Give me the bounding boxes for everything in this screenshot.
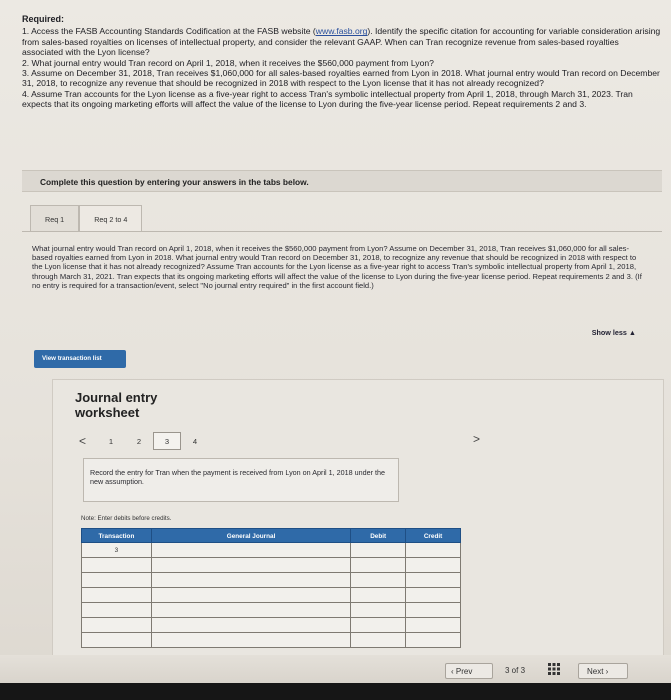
transaction-cell bbox=[82, 603, 152, 618]
credit-field[interactable] bbox=[406, 603, 461, 618]
next-button[interactable] bbox=[578, 663, 628, 679]
account-field[interactable] bbox=[151, 588, 350, 603]
pager-page-3[interactable]: 3 bbox=[153, 432, 181, 450]
header-transaction: Transaction bbox=[82, 529, 152, 543]
view-transaction-list-button[interactable]: View transaction list bbox=[34, 350, 126, 368]
debit-field[interactable] bbox=[351, 573, 406, 588]
transaction-cell bbox=[82, 573, 152, 588]
credit-field[interactable] bbox=[406, 588, 461, 603]
debit-field[interactable] bbox=[351, 633, 406, 648]
table-row bbox=[82, 573, 461, 588]
required-title: Required: bbox=[22, 14, 65, 24]
pager-page-1[interactable]: 1 bbox=[108, 436, 114, 446]
debit-field[interactable] bbox=[351, 603, 406, 618]
header-general-journal: General Journal bbox=[151, 529, 350, 543]
account-field[interactable] bbox=[151, 633, 350, 648]
debit-field[interactable] bbox=[351, 588, 406, 603]
transaction-cell bbox=[82, 558, 152, 573]
table-row bbox=[82, 618, 461, 633]
record-instruction: Record the entry for Tran when the payment is received from Lyon on April 1, 2018 under the new assumption. bbox=[83, 458, 399, 502]
tab-req-2-to-4[interactable]: Req 2 to 4 bbox=[79, 205, 142, 231]
worksheet-title: Journal entry worksheet bbox=[75, 390, 158, 420]
pager-next-arrow-icon[interactable]: > bbox=[473, 432, 481, 446]
debit-field[interactable] bbox=[351, 618, 406, 633]
credit-field[interactable] bbox=[406, 543, 461, 558]
required-section bbox=[22, 14, 662, 110]
tab-bar bbox=[30, 205, 142, 231]
debit-credit-note: Note: Enter debits before credits. bbox=[81, 515, 172, 522]
bottom-bezel bbox=[0, 683, 671, 700]
instructions-bar: Complete this question by entering your answers in the tabs below. bbox=[22, 170, 662, 192]
requirement-4: 4. Assume Tran accounts for the Lyon license as a five-year right to access Tran's symbolic intellectual property from April 1, 2018, through March 31, 2023. Tran expects that its ongoing marketing efforts will affect the value of the license to Lyon during the five-year license period. Repeat requirements 2 and 3. bbox=[22, 88, 633, 110]
tab-panel bbox=[22, 231, 662, 686]
table-row bbox=[82, 558, 461, 573]
transaction-cell bbox=[82, 588, 152, 603]
pager-page-2[interactable]: 2 bbox=[136, 436, 142, 446]
table-row bbox=[82, 588, 461, 603]
table-row bbox=[82, 603, 461, 618]
account-field[interactable] bbox=[151, 543, 350, 558]
table-row bbox=[82, 633, 461, 648]
credit-field[interactable] bbox=[406, 633, 461, 648]
requirement-1 bbox=[22, 26, 662, 57]
requirement-3: 3. Assume on December 31, 2018, Tran receives $1,060,000 for all sales-based royalties earned from Lyon in 2018. What journal entry would Tran record on December 31, 2018, to recognize any revenue that should be recognized in 2018 with respect to the Lyon license that it has not already recognized? bbox=[22, 68, 660, 89]
prev-button[interactable] bbox=[445, 663, 493, 679]
grid-icon[interactable] bbox=[548, 663, 560, 675]
credit-field[interactable] bbox=[406, 558, 461, 573]
transaction-cell: 3 bbox=[82, 543, 152, 558]
account-field[interactable] bbox=[151, 573, 350, 588]
journal-table bbox=[81, 528, 461, 648]
table-row bbox=[82, 543, 461, 558]
transaction-cell bbox=[82, 618, 152, 633]
next-label: Next bbox=[587, 667, 604, 676]
account-field[interactable] bbox=[151, 603, 350, 618]
worksheet-pager bbox=[79, 432, 209, 450]
footer-navigation bbox=[0, 655, 671, 683]
page-indicator: 3 of 3 bbox=[505, 666, 526, 675]
show-less-toggle[interactable]: Show less ▲ bbox=[591, 328, 636, 337]
prev-label: Prev bbox=[455, 667, 473, 676]
account-field[interactable] bbox=[151, 558, 350, 573]
header-debit: Debit bbox=[351, 529, 406, 543]
requirement-2: 2. What journal entry would Tran record on April 1, 2018, when it receives the $560,000 payment from Lyon? bbox=[22, 57, 434, 68]
chevron-right-icon: › bbox=[603, 667, 609, 676]
requirement-1-text-a: 1. Access the FASB Accounting Standards Codification at the FASB website ( bbox=[22, 26, 316, 37]
account-field[interactable] bbox=[151, 618, 350, 633]
tab-req-1[interactable]: Req 1 bbox=[30, 205, 79, 231]
debit-field[interactable] bbox=[351, 543, 406, 558]
pager-page-4[interactable]: 4 bbox=[192, 436, 198, 446]
debit-field[interactable] bbox=[351, 558, 406, 573]
credit-field[interactable] bbox=[406, 573, 461, 588]
credit-field[interactable] bbox=[406, 618, 461, 633]
fasb-link[interactable]: www.fasb.org bbox=[315, 26, 368, 37]
pager-prev-arrow-icon[interactable]: < bbox=[79, 434, 87, 448]
header-credit: Credit bbox=[406, 529, 461, 543]
question-text: What journal entry would Tran record on April 1, 2018, when it receives the $560,000 payment from Lyon? Assume on December 31, 2018, Tran receives $1,060,000 for all sales-based royalties earned from Lyon in 2018. What journal entry would Tran record on December 31, 2018, to recognize any revenue that should be recognized in 2018 with respect to the Lyon license that it has not already recognized? Assume Tran accounts for the Lyon license as a five-year right to access Tran's symbolic intellectual property from April 1, 2018, through March 31, 2021. Tran expects that its ongoing marketing efforts will affect the value of the license to Lyon during the five-year license period. Repeat requirements 2 and 3. (If no entry is required for a transaction/event, select "No journal entry required" in the first account field.) bbox=[32, 244, 642, 290]
requirement-1-text-b: ). Identify the specific citation for accounting for variable consideration arising from sales-based royalties on licenses of intellectual property, and consider the relevant GAAP. When can Tran recognize revenue from sales-based royalties associated with the Lyon license? bbox=[22, 26, 661, 58]
journal-entry-worksheet bbox=[52, 379, 664, 684]
chevron-left-icon: ‹ bbox=[451, 667, 456, 676]
transaction-cell bbox=[82, 633, 152, 648]
